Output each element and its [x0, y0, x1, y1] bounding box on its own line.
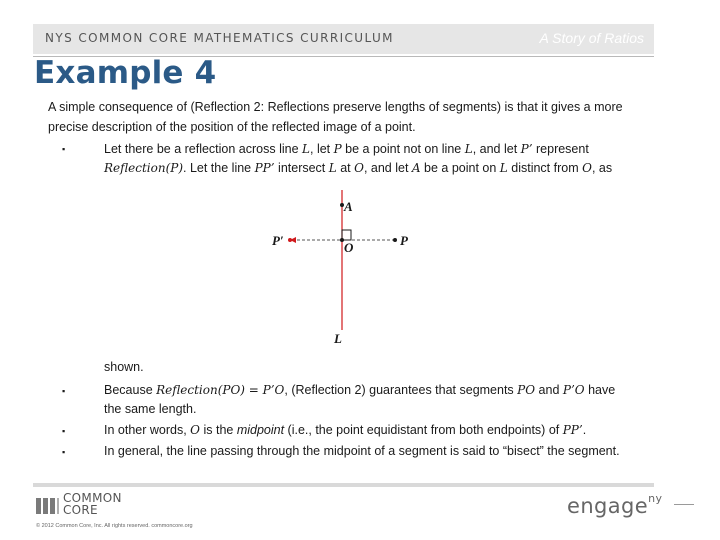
continuation-text: shown. — [104, 360, 144, 374]
text-run: . Let the line — [183, 161, 255, 175]
text-run: , (Reflection 2) guarantees that segments — [284, 383, 518, 397]
text-run: and — [535, 383, 563, 397]
logo-line2: CORE — [63, 503, 98, 517]
engage-sup: ny — [648, 492, 663, 505]
label-a: A — [344, 199, 353, 214]
text-run: have — [584, 383, 616, 397]
math-var: PP’ — [254, 161, 275, 175]
bullet-marker: ▪ — [62, 386, 66, 396]
math-var: P’ — [520, 142, 533, 156]
math-var: P’O — [562, 383, 585, 397]
text-run: intersect — [274, 161, 329, 175]
common-core-logo — [63, 492, 122, 516]
copyright: © 2012 Common Core, Inc. All rights reserved. commoncore.org — [36, 523, 193, 529]
text-run: be a point on — [420, 161, 500, 175]
math-var: A — [411, 161, 421, 175]
math-var: L — [302, 142, 310, 156]
footer-rule — [674, 504, 694, 505]
label-o: O — [344, 240, 354, 255]
common-core-logo-icon — [36, 496, 60, 516]
engageny-logo — [567, 494, 662, 518]
bullet-midpoint — [104, 421, 644, 440]
text-run: Let there be a reflection across line — [104, 142, 303, 156]
text-run: , as — [591, 161, 613, 175]
text-run: (i.e., the point equidistant from both endpoints) of — [284, 423, 563, 437]
bullet-same-length — [104, 381, 644, 419]
point-p-prime — [288, 238, 292, 242]
curriculum-title: NYS COMMON CORE MATHEMATICS CURRICULUM — [45, 31, 394, 45]
text-run: , and let — [363, 161, 412, 175]
math-var: PP’ — [562, 423, 583, 437]
bullet-marker: ▪ — [62, 447, 66, 457]
math-var: L — [499, 161, 508, 175]
math-var: O — [190, 423, 200, 437]
text-run: is the — [200, 423, 237, 437]
intro-paragraph: A simple consequence of (Reflection 2: Reflections preserve lengths of segments) is that it gives a more precise description of the position of the reflected image of a point. — [48, 100, 623, 134]
text-run: be a point not on line — [341, 142, 465, 156]
text-run: distinct from — [507, 161, 583, 175]
text-run: , and let — [472, 142, 521, 156]
label-p: P — [400, 233, 408, 248]
text-run: . — [582, 423, 587, 437]
bullet-marker: ▪ — [62, 426, 66, 436]
right-angle-marker — [342, 230, 351, 240]
math-var: O — [354, 161, 364, 175]
text-run: Because — [104, 383, 157, 397]
label-l: L — [334, 331, 342, 346]
text-run: at — [336, 161, 355, 175]
text-run: the same length. — [104, 402, 197, 416]
math-var: P — [333, 142, 342, 156]
engage-text: engage — [567, 494, 649, 518]
math-var: L — [328, 161, 337, 175]
reflection-diagram — [260, 190, 430, 350]
point-p — [393, 238, 397, 242]
math-var: L — [464, 142, 473, 156]
emphasis-text: midpoint — [236, 423, 285, 437]
bullet-marker: ▪ — [62, 144, 66, 154]
footer-bar — [33, 483, 654, 487]
label-p-prime: P′ — [272, 233, 284, 248]
series-title: A Story of Ratios — [539, 30, 644, 46]
logo-line1: COMMON — [63, 491, 122, 505]
math-var: PO — [517, 383, 536, 397]
text-run: In other words, — [104, 423, 191, 437]
bullet-bisect: In general, the line passing through the midpoint of a segment is said to “bisect” the segment. — [104, 444, 620, 458]
text-run: represent — [532, 142, 589, 156]
page-title: Example 4 — [34, 55, 217, 91]
math-expr: Reflection(PO) = P’O — [156, 383, 285, 397]
math-expr: Reflection(P) — [104, 161, 184, 175]
math-var: O — [582, 161, 592, 175]
text-run: , let — [310, 142, 334, 156]
bullet-reflection-setup — [104, 140, 644, 178]
